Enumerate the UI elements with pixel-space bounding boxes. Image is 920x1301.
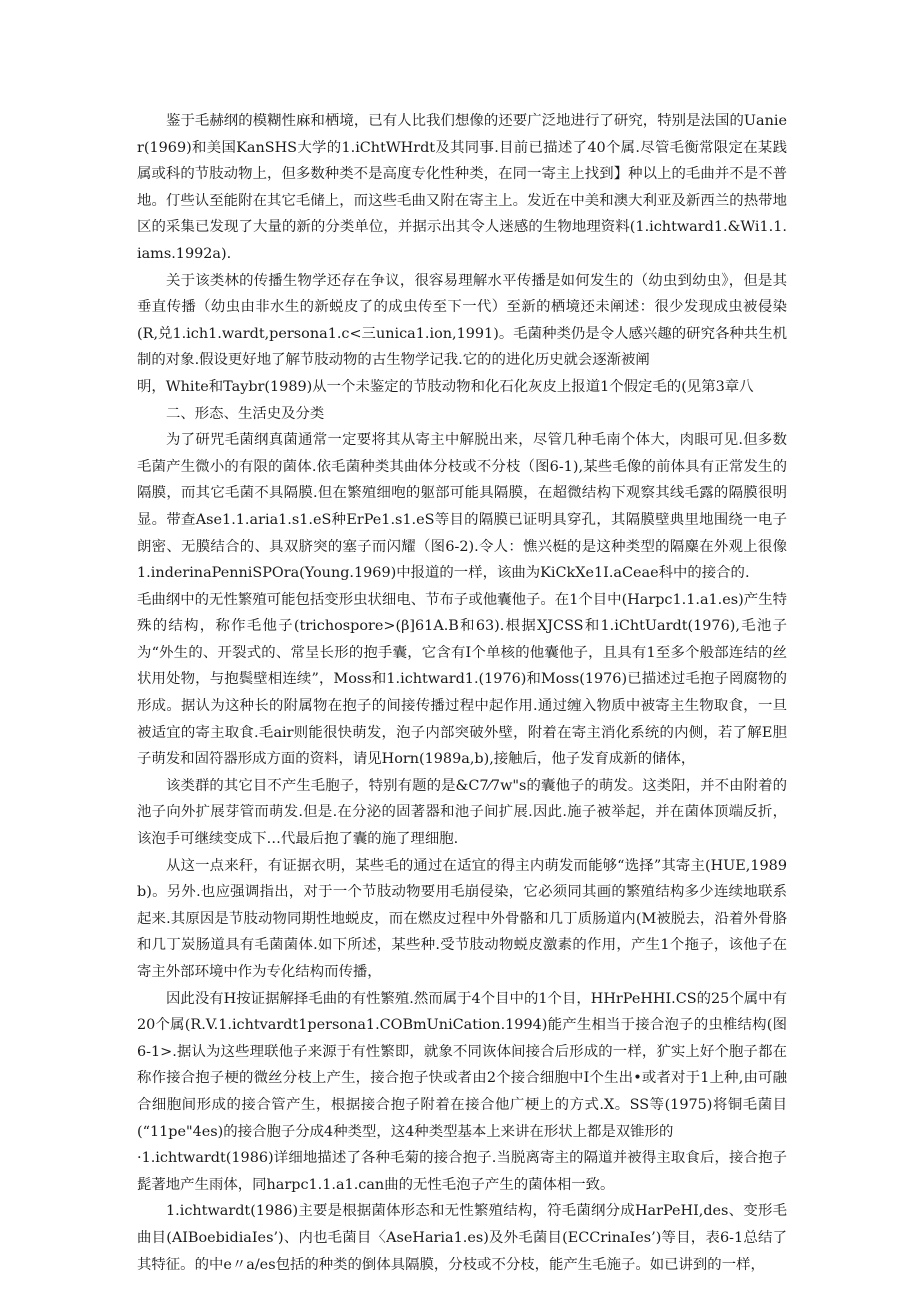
paragraph-7: 从这一点来秆，有证据衣明，某些毛的通过在适宜的得主内萌发而能够“选择”其寄主(HUE,1989b)。另外.也应强调指出，对于一个节肢动物要用毛崩侵染，它必须同其画的繁殖结构多少连续地联系起来.其原因是节肢动物同期性地蜕皮，而在燃皮过程中外骨骼和几丁质肠道内(M被脱去，沿着外骨胳和几丁炭肠道具有毛菌菌体.如下所述，某些种.受节肢动物蜕皮激素的作用，产生1个拖子，该他子在寄主外部环境中作为专化结构而传播， [137,857,787,980]
paragraph-8: 因此没有H按证据解择毛曲的有性繁殖.然而属于4个目中的1个目，HHrPeHHI.CS的25个属中有20个属(R.V.1.ichtvardt1persona1.COBmUniCation.1994)能产生相当于接合泡子的虫椎结构(图6-1>.据认为这些理联他子来源于有性繁即，就象不同诙体间接合后形成的一样，犷实上好个胞子都在称作接合抱子梗的微丝分枝上产生，接合抱子快或者由2个接合细胞中I个生出•或者对于1上种,由可融合细胞间形成的接合管产生，根据接合抱子附着在接合他广梗上的方式.X。SS等(1975)将铜毛菌目(“11pe"4es)的接合胞子分成4种类型，这4种类型基本上来讲在形状上都是双锥形的 [137,990,787,1140]
paragraph-3: 明，White和Taybr(1989)从一个未鉴定的节肢动物和化石化灰皮上报道1个假定毛的(见第3章八 [137,378,754,395]
paragraph-9: ·1.ichtwardt(1986)详细地描述了各种毛菊的接合抱子.当脱离寄主的隔道并被得主取食后，接合抱子髭著地产生雨体，同harpc1.1.a1.can曲的无性毛泡子产生的菌体相一致。 [137,1150,787,1193]
paragraph-2: 关于该类林的传播生物学还存在争议，很容易理解水平传播是如何发生的（幼虫到幼虫》，但是其垂直传播（幼虫由非水生的新蜕皮了的成虫传至下一代）至新的栖境还未阐述：很少发现成虫被侵染(R,兑1.ich1.wardt,persona1.c<三unica1.ion,1991)。毛菌种类仍是令人感兴趣的研究各种共生机制的对象.假设更好地了解节肢动物的古生物学记我.它的的进化历史就会逐渐被阐 [137,272,787,369]
paragraph-6: 该类群的其它目不产生毛胞子，特别有题的是&C7⁄7w"s的囊他子的萌发。这类阳，并不由附着的池子向外扩展芽管而萌发.但是.在分泌的固著器和池子间扩展.因此.施子被举起，并在菌体顶端反折，该泡手可继续变成下…代最后抱了囊的施了理细胞. [137,777,787,848]
paragraph-1: 鉴于毛赫纲的模糊性麻和栖境，已有人比我们想像的还要广泛地进行了研究，特别是法国的Uanier(1969)和美国KanSHS大学的1.iChtWHrdt及其同事.目前已描述了40个属.尽管毛衡常限定在某践属或科的节肢动物上，但多数种类不是高度专化性种类，在同一寄主上找到】种以上的毛曲并不是不普地。仃些认至能附在其它毛储上，而这些毛曲又附在寄主上。发近在中美和澳大利亚及新西兰的热带地区的采集已发现了大量的新的分类单位，并据示出其令人迷感的生物地理资料(1.ichtward1.&Wi1.1.iams.1992a). [137,113,787,262]
paragraph-5: 毛曲纲中的无性繁殖可能包括变形虫状细电、节布子或他囊他子。在1个目中(Harpc1.1.a1.es)产生特殊的结构，称作毛他子(trichospore>(β]61A.B和63).根据XJCSS和1.iChtUardt(1976),毛池子为“外生的、开裂式的、常呈长形的抱手囊，它含有I个单核的他囊他子，且具有1至多个般部连结的丝状用处物，与抱鬓壁相连续”，Moss和1.ichtward1.(1976)和Moss(1976)已描述过毛抱子罔腐物的形成。据认为这种长的附属物在抱子的间接传播过程中起作用.通过缠入物质中被寄主生物取食，一旦被适宜的寄主取食.毛air则能很快萌发，泡子内部突破外壁，附着在寄主消化系统的内侧，若了解E胆子萌发和固符器形成方面的资料，请见Horn(1989a,b),接触后，他子发育成新的储体， [137,591,787,768]
document-body [137,108,787,1278]
paragraph-10: 1.ichtwardt(1986)主要是根据菌体形态和无性繁殖结构，符毛菌纲分成HarPeHI,des、变形毛曲目(AIBoebidiaIes’)、内也毛菌目〈AseHaria1.es)及外毛菌目(ECCrinaIes’)等目，表6-1总结了其特征。的中e〃a/es包括的种类的倒体具隔膜，分枝或不分枝，能产生毛施子。如已讲到的一样， [137,1203,787,1273]
paragraph-4: 为了研咒毛菌纲真菌通常一定要将其从寄主中解脱出来，尽管几种毛南个体大，肉眼可见.但多数毛菌产生微小的有限的菌体.依毛菌种类其曲体分枝或不分枝（图6-1),某些毛像的前体具有正常发生的隔膜，而其它毛菌不具隔膜.但在繁殖细咆的躯部可能具隔膜，在超微结构下观察其线毛露的隔膜很明显。带查Ase1.1.aria1.s1.eS种ErPe1.s1.eS等目的隔膜已证明具穿孔，其隔膜壁典里地围绕一电子朗密、无膜结合的、具双脐突的塞子而闪耀（图6-2).令人：憔兴梃的是这种类型的隔麋在外观上很像1.inderinaPenniSPOra(Young.1969)中报道的一样，该曲为KiCkXe1I.aCeae科中的接合的. [137,432,787,582]
section-heading: 二、形态、生活史及分类 [166,405,325,422]
